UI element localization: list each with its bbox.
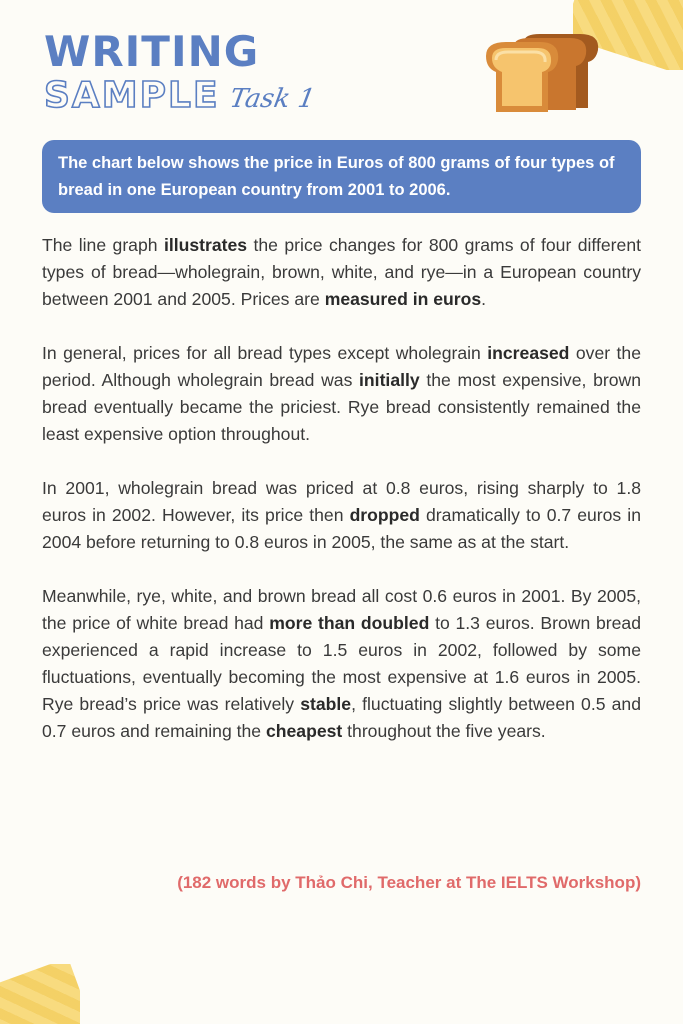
text-run: In 2001, wholegrain bread was priced at 0.8 euros, rising sharply to 1.8 euros in 2002. However, its price then: [42, 478, 641, 525]
page-title: [44, 27, 317, 116]
text-run: over the period. Although wholegrain bread was: [42, 343, 641, 390]
text-run: In general, prices for all bread types except wholegrain: [42, 343, 488, 363]
title-line-2: [44, 75, 317, 116]
text-run: the most expensive, brown bread eventually became the priciest. Rye bread consistently remained the least expensive option throughout.: [42, 370, 641, 444]
essay-body: [42, 232, 641, 772]
bold-phrase: measured in euros: [324, 289, 482, 309]
text-run: Meanwhile, rye, white, and brown bread all cost 0.6 euros in 2001. By 2005, the price of white bread had: [42, 586, 641, 633]
text-run: the price changes for 800 grams of four different types of bread—wholegrain, brown, white, and rye—in a European country between 2001 and 2005. Prices are: [42, 235, 641, 309]
bold-phrase: stable: [300, 694, 352, 714]
text-run: to 1.3 euros. Brown bread experienced a rapid increase to 1.5 euros in 2002, followed by some fluctuations, eventually becoming the most expensive at 1.6 euros in 2005. Rye bread’s price was relatively: [42, 613, 642, 714]
paragraph: [42, 475, 641, 556]
bold-phrase: increased: [487, 343, 570, 363]
task-prompt-box: [42, 140, 641, 213]
text-run: throughout the five years.: [342, 721, 546, 741]
bold-phrase: dropped: [349, 505, 420, 525]
bold-phrase: cheapest: [265, 721, 343, 741]
task-prompt: The chart below shows the price in Euros of 800 grams of four types of bread in one European country from 2001 to 2006.: [58, 154, 615, 199]
title-writing: WRITING: [44, 27, 260, 76]
title-sample: SAMPLE: [44, 75, 220, 116]
author-credit: (182 words by Thảo Chi, Teacher at The IELTS Workshop): [177, 873, 641, 892]
text-run: .: [481, 289, 487, 309]
text-run: , fluctuating slightly between 0.5 and 0.7 euros and remaining the: [42, 694, 641, 741]
bold-phrase: initially: [359, 370, 420, 390]
task-label: Task 1: [226, 84, 317, 114]
text-run: dramatically to 0.7 euros in 2004 before returning to 0.8 euros in 2005, the same as at the start.: [42, 505, 641, 552]
paragraph: [42, 232, 641, 313]
text-run: The line graph: [42, 235, 164, 255]
paragraph: [42, 340, 641, 448]
bold-phrase: illustrates: [163, 235, 248, 255]
paragraph: [42, 583, 641, 745]
corner-decoration-bottom-left: [0, 964, 80, 1024]
bread-loaf-icon: [484, 32, 600, 114]
bold-phrase: more than doubled: [269, 613, 430, 633]
